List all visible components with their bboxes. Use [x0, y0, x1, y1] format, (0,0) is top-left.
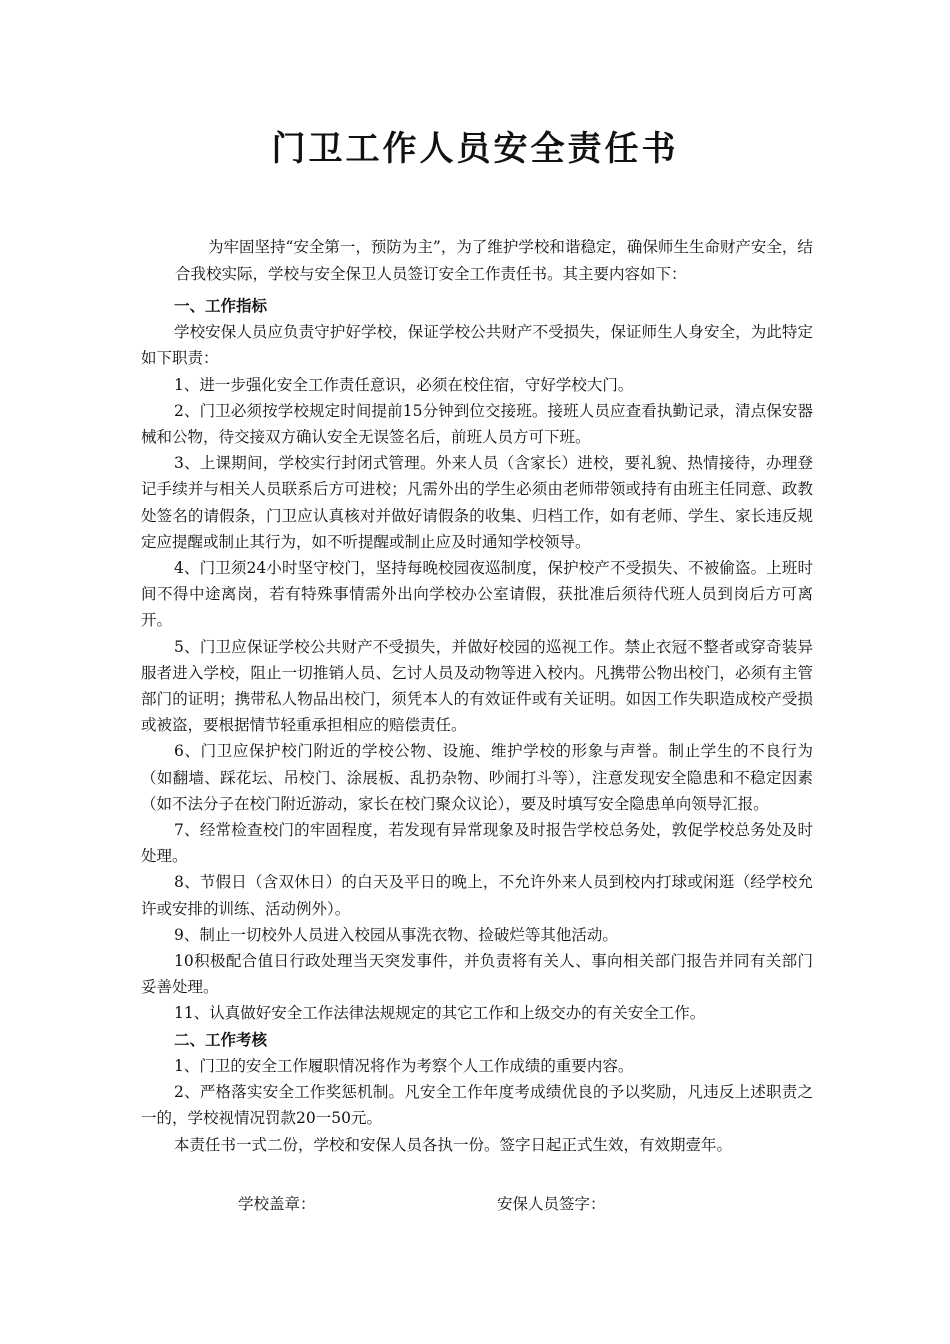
- paragraph: 11、认真做好安全工作法律法规规定的其它工作和上级交办的有关安全工作。: [174, 1004, 706, 1023]
- paragraph: 2、严格落实安全工作奖惩机制。凡安全工作年度考成绩优良的予以奖励，凡违反上述职责之一的，学校视情况罚款20一50元。: [141, 1083, 813, 1128]
- paragraph: 1、门卫的安全工作履职情况将作为考察个人工作成绩的重要内容。: [174, 1056, 634, 1075]
- document-body: [141, 293, 813, 1158]
- document-title: 门卫工作人员安全责任书: [271, 129, 679, 169]
- paragraph: 学校安保人员应负责守护好学校，保证学校公共财产不受损失，保证师生人身安全，为此特定如下职责：: [141, 323, 813, 368]
- section-heading-work-indicators: 一、工作指标: [174, 296, 268, 315]
- paragraph: 本责任书一式二份，学校和安保人员各执一份。签字日起正式生效，有效期壹年。: [174, 1135, 733, 1154]
- section-heading-work-assessment: 二、工作考核: [174, 1029, 268, 1049]
- paragraph: 6、门卫应保护校门附近的学校公物、设施、维护学校的形象与声誉。制止学生的不良行为（如翻墙、踩花坛、吊校门、涂展板、乱扔杂物、吵闹打斗等），注意发现安全隐患和不稳定因素（如不法分子在校门附近游动，家长在校门聚众议论），要及时填写安全隐患单向领导汇报。: [141, 742, 813, 813]
- paragraph: 4、门卫须24小时坚守校门，坚持每晚校园夜巡制度，保护校产不受损失、不被偷盗。上班时间不得中途离岗，若有特殊事情需外出向学校办公室请假，获批准后须待代班人员到岗后方可离开。: [141, 559, 813, 630]
- paragraph: 5、门卫应保证学校公共财产不受损失，并做好校园的巡视工作。禁止衣冠不整者或穿奇装异服者进入学校，阻止一切推销人员、乞讨人员及动物等进入校内。凡携带公物出校门，必须有主管部门的证明；携带私人物品出校门，须凭本人的有效证件或有关证明。如因工作失职造成校产受损或被盗，要根据情节轻重承担相应的赔偿责任。: [141, 637, 813, 735]
- paragraph: 9、制止一切校外人员进入校园从事洗衣物、捡破烂等其他活动。: [174, 925, 618, 944]
- paragraph: 8、节假日（含双休日）的白天及平日的晚上，不允许外来人员到校内打球或闲逛（经学校允许或安排的训练、活动例外）。: [141, 873, 813, 918]
- paragraph: 3、上课期间，学校实行封闭式管理。外来人员（含家长）进校，要礼貌、热情接待，办理登记手续并与相关人员联系后方可进校；凡需外出的学生必须由老师带领或持有由班主任同意、政教处签名的请假条，门卫应认真核对并做好请假条的收集、归档工作，如有老师、学生、家长违反规定应提醒或制止其行为，如不听提醒或制止应及时通知学校领导。: [141, 454, 813, 551]
- paragraph: 1、进一步强化安全工作责任意识，必须在校住宿，守好学校大门。: [174, 375, 634, 394]
- intro-paragraph: 为牢固坚持“安全第一，预防为主”，为了维护学校和谐稳定，确保师生生命财产安全，结合我校实际，学校与安全保卫人员签订安全工作责任书。其主要内容如下：: [175, 238, 813, 283]
- paragraph: 2、门卫必须按学校规定时间提前15分钟到位交接班。接班人员应查看执勤记录，清点保安器械和公物，待交接双方确认安全无误签名后，前班人员方可下班。: [141, 401, 813, 447]
- paragraph: 7、经常检查校门的牢固程度，若发现有异常现象及时报告学校总务处，敦促学校总务处及时处理。: [141, 821, 813, 866]
- guard-signature-label: 安保人员签字：: [497, 1195, 606, 1213]
- school-seal-label: 学校盖章：: [238, 1195, 316, 1213]
- paragraph: 10积极配合值日行政处理当天突发事件，并负责将有关人、事向相关部门报告并同有关部门妥善处理。: [141, 952, 813, 997]
